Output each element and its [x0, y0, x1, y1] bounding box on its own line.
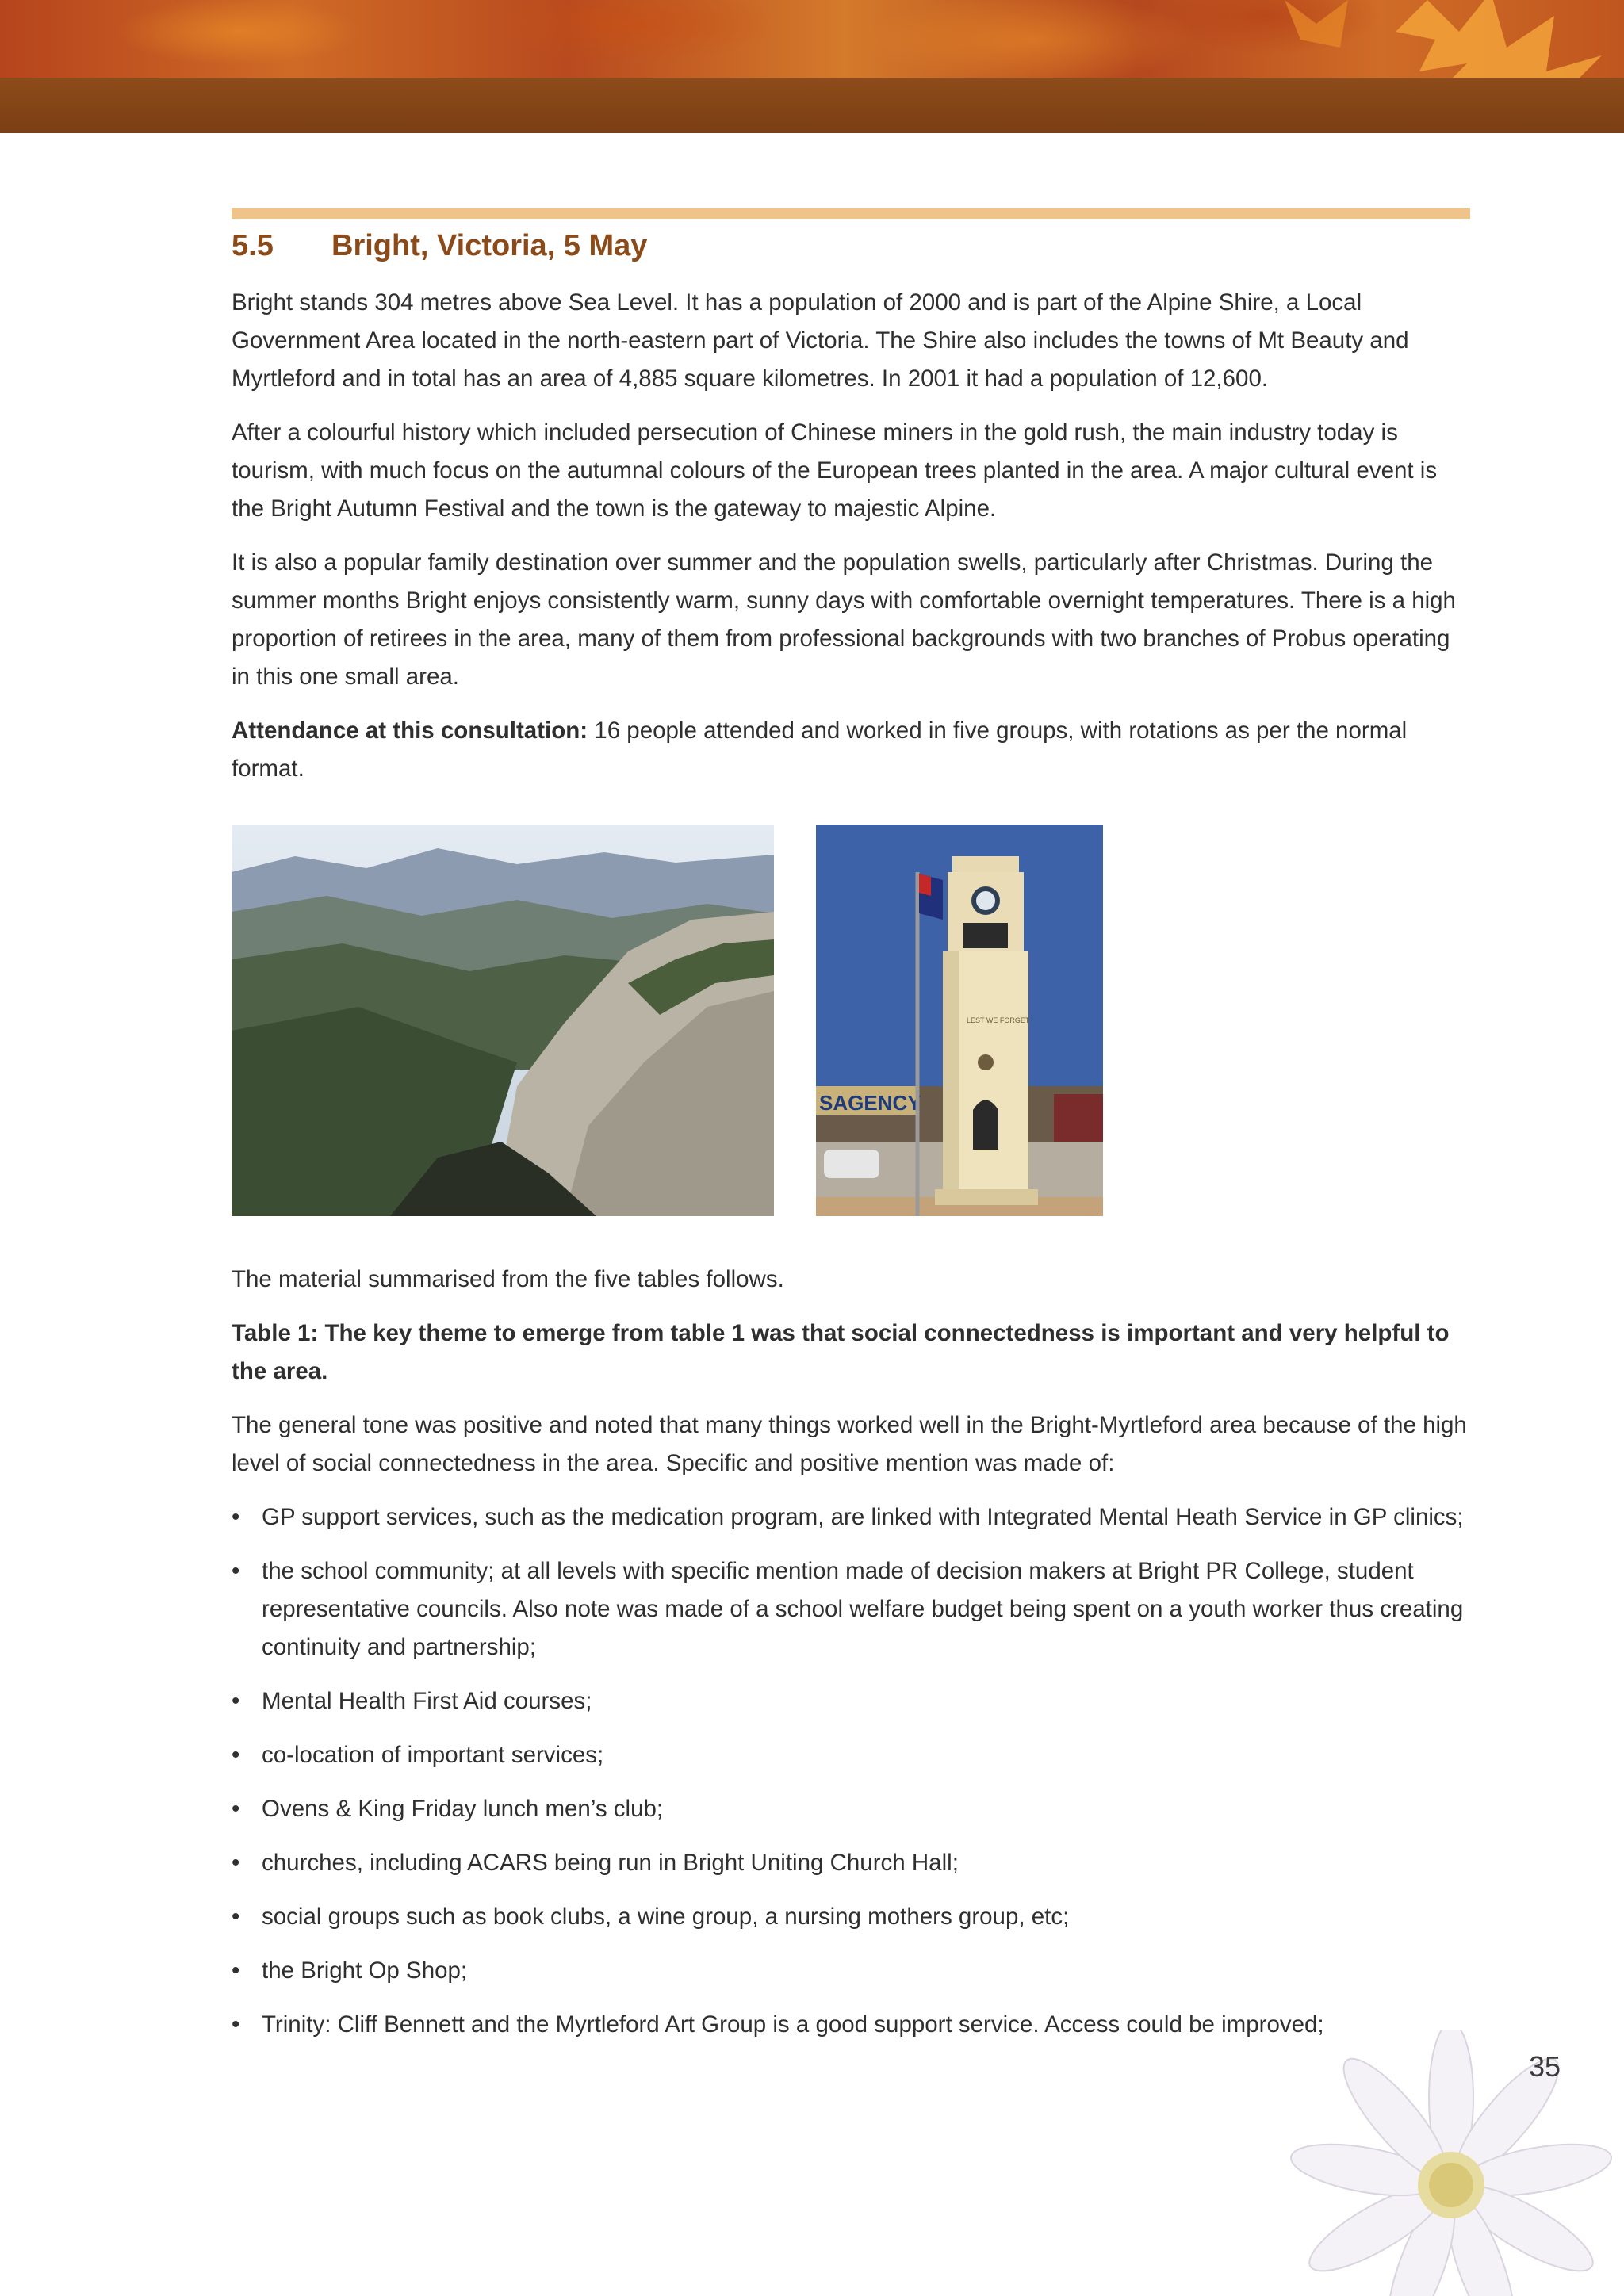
list-item — [232, 1898, 1470, 1936]
mountain-landscape-image — [232, 825, 774, 1216]
intro-text — [232, 284, 1470, 804]
list-item-text: churches, including ACARS being run in Bright Uniting Church Hall; — [262, 1850, 959, 1876]
table1-heading — [232, 1314, 1470, 1391]
list-item-text: co-location of important services; — [262, 1742, 604, 1768]
section-rule — [232, 208, 1470, 219]
agency-sign-text: SAGENCY — [819, 1091, 921, 1115]
clock-tower-image — [816, 825, 1103, 1216]
section-title: Bright, Victoria, 5 May — [331, 229, 648, 262]
list-item-text: Mental Health First Aid courses; — [262, 1688, 592, 1714]
bullet-icon: • — [232, 2011, 240, 2038]
bullet-icon: • — [232, 1558, 240, 1584]
bullet-icon: • — [232, 1850, 240, 1876]
bullet-icon: • — [232, 1688, 240, 1714]
bullet-icon: • — [232, 1504, 240, 1530]
attendance-paragraph — [232, 712, 1470, 788]
paragraph: It is also a popular family destination over summer and the population swells, particularly after Christmas. During the summer months Bright enjoys consistently warm, sunny days with comfortable overnight temperatures. There is a high proportion of retirees in the area, many of them from professional backgrounds with two branches of Probus operating in this one small area. — [232, 549, 1456, 690]
list-item — [232, 1844, 1470, 1882]
mountain-photo — [232, 825, 774, 1216]
list-item — [232, 1682, 1470, 1720]
table1-heading-text: Table 1: The key theme to emerge from table 1 was that social connectedness is important and very helpful to the area. — [232, 1320, 1450, 1384]
maple-leaf-graphic — [1189, 0, 1624, 87]
list-item-text: GP support services, such as the medication program, are linked with Integrated Mental Heath Service in GP clinics; — [262, 1504, 1464, 1530]
bullet-icon: • — [232, 1957, 240, 1984]
clock-tower-photo — [816, 825, 1103, 1216]
banner-band — [0, 78, 1624, 133]
paragraph: After a colourful history which included persecution of Chinese miners in the gold rush, the main industry today is tourism, with much focus on the autumnal colours of the European trees planted in the area. A major cultural event is the Bright Autumn Festival and the town is the gateway to majestic Alpine. — [232, 419, 1438, 522]
bullet-icon: • — [232, 1904, 240, 1930]
attendance-text: 16 people attended and worked in five groups, with rotations as per the normal format. — [232, 718, 1408, 782]
section-number: 5.5 — [232, 229, 274, 262]
bullet-icon: • — [232, 1742, 240, 1768]
list-item — [232, 1498, 1470, 1536]
summary-intro: The material summarised from the five tables follows. — [232, 1266, 784, 1292]
list-item — [232, 1952, 1470, 1990]
bullet-list — [232, 1498, 1470, 2044]
list-item-text: Trinity: Cliff Bennett and the Myrtleford Art Group is a good support service. Access could be improved; — [262, 2011, 1324, 2038]
table-summary — [232, 1261, 1470, 2060]
list-item-text: the school community; at all levels with specific mention made of decision makers at Bright PR College, student representative councils. Also note was made of a school welfare budget being spent on a youth worker thus creating continuity and partnership; — [262, 1558, 1464, 1660]
flower-decoration — [1261, 2030, 1624, 2296]
attendance-label: Attendance at this consultation: — [232, 718, 588, 744]
list-item — [232, 1790, 1470, 1828]
list-item-text: the Bright Op Shop; — [262, 1957, 468, 1984]
table1-intro: The general tone was positive and noted that many things worked well in the Bright-Myrtleford area because of the high level of social connectedness in the area. Specific and positive mention was made of: — [232, 1412, 1467, 1476]
page-number: 35 — [1529, 2050, 1561, 2083]
list-item — [232, 1552, 1470, 1667]
section-heading — [232, 225, 1470, 266]
tower-plaque-text: LEST WE FORGET — [967, 1016, 1030, 1024]
bullet-icon: • — [232, 1796, 240, 1822]
list-item — [232, 1736, 1470, 1774]
header-banner — [0, 0, 1624, 133]
list-item-text: Ovens & King Friday lunch men’s club; — [262, 1796, 664, 1822]
list-item-text: social groups such as book clubs, a wine group, a nursing mothers group, etc; — [262, 1904, 1070, 1930]
paragraph: Bright stands 304 metres above Sea Level. It has a population of 2000 and is part of the Alpine Shire, a Local Government Area located in the north-eastern part of Victoria. The Shire also includes the towns of Mt Beauty and Myrtleford and in total has an area of 4,885 square kilometres. In 2001 it had a population of 12,600. — [232, 289, 1409, 392]
